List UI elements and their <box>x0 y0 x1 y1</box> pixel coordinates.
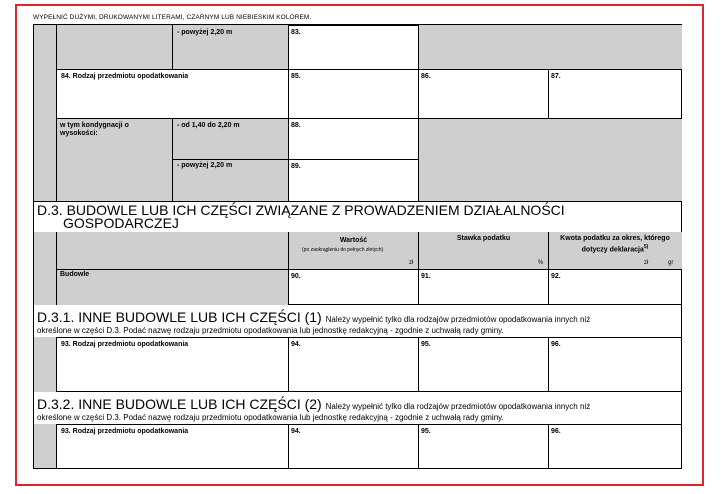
structures-row-label: Budowle <box>60 271 90 278</box>
height-row-label: - powyżej 2,20 m <box>177 162 233 169</box>
section-d32-title-text: D.3.2. INNE BUDOWLE LUB ICH CZĘŚCI (2) <box>37 396 322 412</box>
field-number: 96. <box>551 341 561 348</box>
height-row-label: - powyżej 2,20 m <box>177 29 233 36</box>
field-86[interactable] <box>418 69 549 119</box>
value-column-header: Wartość <box>339 237 368 244</box>
section-d32-title <box>37 398 590 413</box>
field-number: 88. <box>291 122 301 129</box>
subject-type-label: 93. Rodzaj przedmiotu opodatkowania <box>61 428 189 435</box>
field-91[interactable] <box>418 269 549 305</box>
currency-unit: zł <box>409 260 414 266</box>
section-d3-title-line2: GOSPODARCZEJ <box>63 215 179 231</box>
subject-type-field-84[interactable] <box>56 69 289 119</box>
field-number: 92. <box>551 273 561 280</box>
storey-height-label: w tym kondygnacji o wysokości: <box>60 122 129 137</box>
field-number: 96. <box>551 428 561 435</box>
subject-type-label: 84. Rodzaj przedmiotu opodatkowania <box>61 73 189 80</box>
tax-amount-header-text: Kwota podatku za okres, którego dotyczy deklaracja <box>560 235 670 254</box>
tax-form-section <box>33 25 682 469</box>
field-number: 90. <box>291 273 301 280</box>
section-d32-note-cont: określone w części D.3. Podać nazwę rodzaju przedmiotu opodatkowania lub jednostkę redakcyjną - zgodnie z uchwałą rady gminy. <box>37 413 504 422</box>
field-87[interactable] <box>548 69 682 119</box>
section-d3-title-text: D.3. BUDOWLE LUB ICH CZĘŚCI ZWIĄZANE Z PROWADZENIEM DZIAŁALNOŚCI <box>37 202 565 218</box>
column-divider <box>172 25 173 70</box>
field-number: 83. <box>291 29 301 36</box>
field-88[interactable] <box>288 118 419 160</box>
field-number: 86. <box>421 73 431 80</box>
field-96[interactable] <box>548 424 682 469</box>
field-89[interactable] <box>288 159 419 202</box>
section-d31-note-cont: określone w części D.3. Podać nazwę rodzaju przedmiotu opodatkowania lub jednostkę redakcyjną - zgodnie z uchwałą rady gminy. <box>37 326 504 335</box>
field-number: 94. <box>291 341 301 348</box>
subject-type-field-93[interactable] <box>56 337 289 392</box>
field-95[interactable] <box>418 424 549 469</box>
field-number: 95. <box>421 428 431 435</box>
height-row-label: - od 1,40 do 2,20 m <box>177 122 240 129</box>
section-d31-title <box>37 311 590 326</box>
field-96[interactable] <box>548 337 682 392</box>
section-d3-title <box>37 204 597 230</box>
section-d32-note: Należy wypełnić tylko dla rodzajów przedmiotów opodatkowania innych niż <box>325 402 591 411</box>
currency-unit: zł <box>644 260 649 266</box>
field-90[interactable] <box>288 269 419 305</box>
field-92[interactable] <box>548 269 682 305</box>
fill-instruction: WYPEŁNIĆ DUŻYMI, DRUKOWANYMI LITERAMI, CZARNYM LUB NIEBIESKIM KOLOREM. <box>33 14 312 21</box>
field-94[interactable] <box>288 424 419 469</box>
subject-type-field-93[interactable] <box>56 424 289 469</box>
grosz-unit: gr <box>668 260 674 266</box>
field-85[interactable] <box>288 69 419 119</box>
field-number: 91. <box>421 273 431 280</box>
rate-column-header: Stawka podatku <box>456 235 511 242</box>
subject-type-label: 93. Rodzaj przedmiotu opodatkowania <box>61 341 189 348</box>
field-number: 89. <box>291 163 301 170</box>
section-d31-title-text: D.3.1. INNE BUDOWLE LUB ICH CZĘŚCI (1) <box>37 309 322 325</box>
field-94[interactable] <box>288 337 419 392</box>
field-number: 94. <box>291 428 301 435</box>
field-83[interactable] <box>288 25 419 70</box>
column-divider <box>172 118 173 202</box>
footnote-marker: 5) <box>643 244 649 250</box>
field-number: 87. <box>551 73 561 80</box>
section-d31-note: Należy wypełnić tylko dla rodzajów przedmiotów opodatkowania innych niż <box>325 315 591 324</box>
field-number: 85. <box>291 73 301 80</box>
column-divider <box>548 232 549 270</box>
field-number: 95. <box>421 341 431 348</box>
value-column-note: (po zaokrągleniu do pełnych złotych) <box>302 247 384 253</box>
tax-amount-column-header <box>551 235 679 254</box>
field-95[interactable] <box>418 337 549 392</box>
row-divider <box>172 159 289 160</box>
percent-unit: % <box>538 260 544 266</box>
